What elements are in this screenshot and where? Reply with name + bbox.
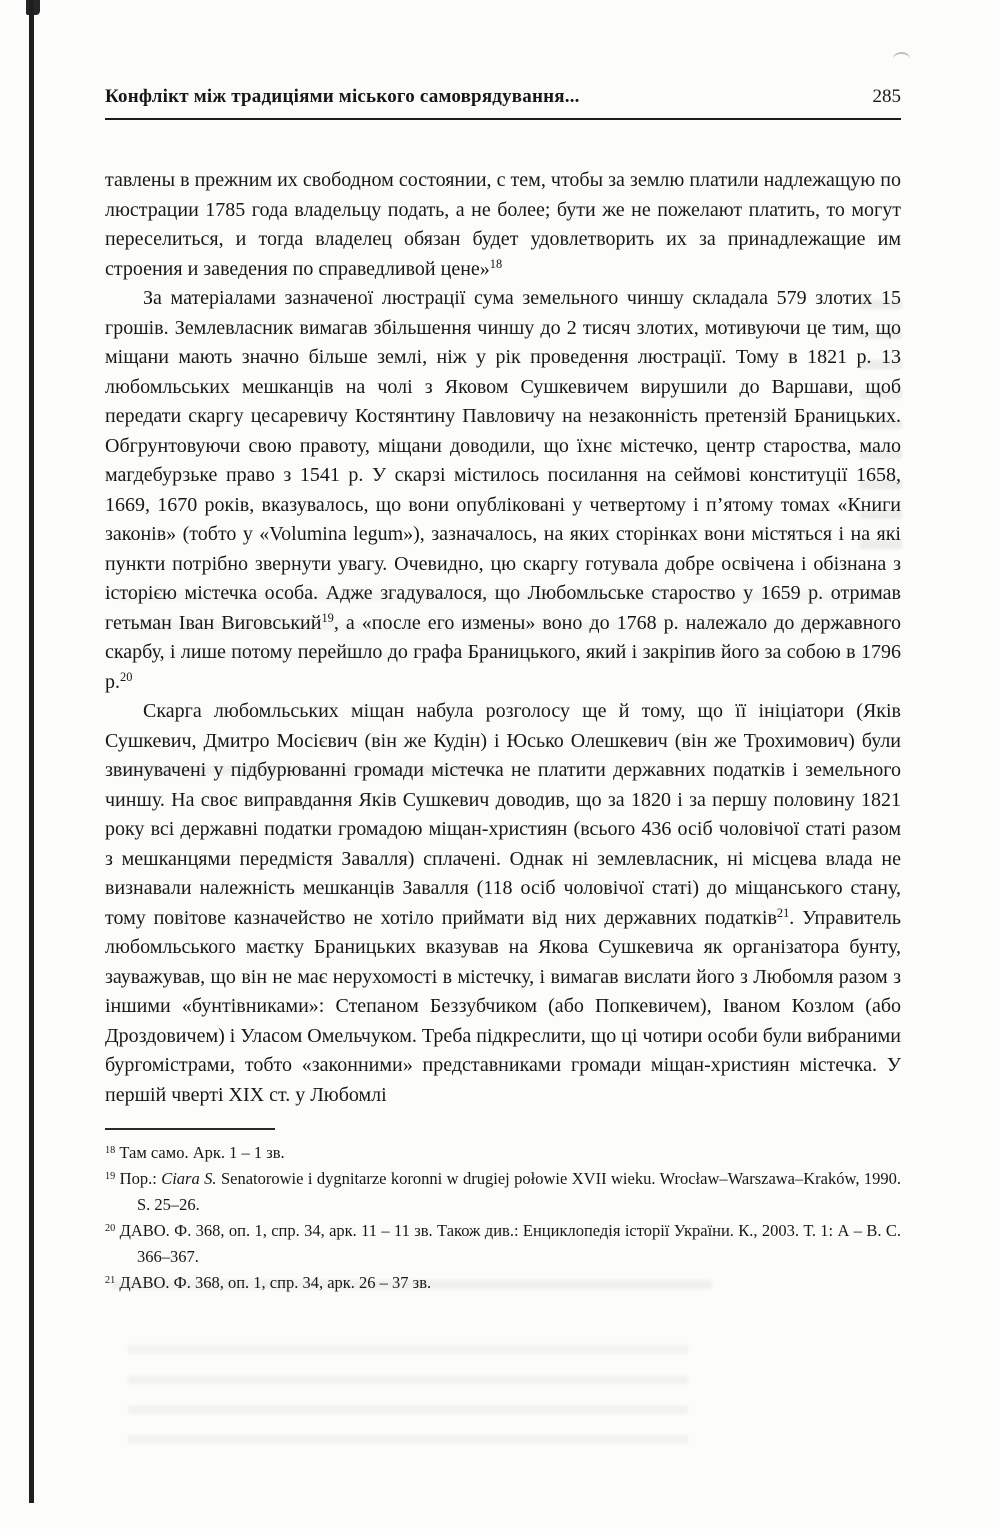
footnotes-list [105, 1140, 901, 1296]
footnote: $^{18}$ Там само. Арк. 1 – 1 зв. [105, 1143, 285, 1162]
paragraph: За матеріалами зазначеної люстрації сума земельного чиншу складала 579 злотих 15 грошів. Землевласник вимагав збільшення чиншу до 2 тисяч злотих, мотивуючи це тим, що міщани мають значно більше землі, ніж у рік проведення люстрації. Тому в 1821 р. 13 любомльських мешканців на чолі з Яковом Сушкевичем вирушили до Варшави, щоб передати скаргу цесаревичу Костянтину Павловичу на незаконність претензій Браницьких. Обгрунтовуючи свою правоту, міщани доводили, що їхнє містечко, центр староства, мало магдебурзьке право з 1541 р. У скарзі містилось посилання на сеймові конституції 1658, 1669, 1670 років, вказувалось, що вони опубліковані у четвертому і п’ятому томах «Книги законів» (тобто у «Volumina legum»), зазначалось, на яких сторінках вони містяться і на які пункти потрібно звернути увагу. Очевидно, цю скаргу готувала добре освічена і обізнана з історією містечка особа. Адже згадувалося, що Любомльське староство у 1659 р. отримав гетьман Іван Виговський$^{19}$, а «после его измены» воно до 1768 р. належало до державного скарбу, і лише потому перейшло до графа Браницького, який і закріпив його за собою в 1796 р.$^{20}$ [105, 287, 901, 693]
footnote-ref: 18 [489, 257, 503, 272]
running-header [105, 86, 901, 120]
bleed-through-artifact [128, 1345, 688, 1463]
scan-edge-artifact [29, 0, 34, 1503]
footnote-number: 21 [105, 1274, 116, 1286]
footnote: $^{20}$ ДАВО. Ф. 368, оп. 1, спр. 34, арк. 11 – 11 зв. Також див.: Енциклопедія історії України. К., 2003. Т. 1: А – В. С. 366–367. [105, 1221, 901, 1266]
body-paragraphs [105, 166, 901, 1110]
footnote-number: 19 [105, 1170, 116, 1182]
footnote-ref: 20 [120, 670, 133, 685]
paragraph: Скарга любомльських міщан набула розголосу ще й тому, що її ініціатори (Яків Сушкевич, Дмитро Мосієвич (він же Кудін) і Юсько Олешкевич (він же Трохимович) були звинувачені у підбурюванні громади містечка не платити державних податків і земельного чиншу. На своє виправдання Яків Сушкевич доводив, що за 1820 і за першу половину 1821 року всі державні податки громадою міщан-християн (всього 436 осіб чоловічої статі разом з мешканцями передмістя Завалля) сплачені. Однак ні землевласник, ні місцева влада не визнавали належність мешканців Завалля (118 осіб чоловічої статі) до міщанського стану, тому повітове казначейство не хотіло приймати від них державних податків$^{21}$. Управитель любомльського маєтку Браницьких вказував на Якова Сушкевича як організатора бунту, зауважував, що він не має нерухомості в містечку, і вимагав вислати його з Любомля разом з іншими «бунтівниками»: Степаном Беззубчиком (або Попкевичем), Іваном Козлом (або Дроздовичем) і Уласом Омельчуком. Треба підкреслити, що ці чотири особи були вибраними бургомістрами, тобто «законними» представниками громади міщан-християн містечка. У першій чверті XIX ст. у Любомлі [105, 700, 901, 1106]
page-number: 285 [872, 86, 901, 107]
chapter-title: Конфлікт між традиціями міського самоврядування... [105, 86, 580, 107]
footnote-separator [105, 1128, 275, 1130]
footnote: $^{21}$ ДАВО. Ф. 368, оп. 1, спр. 34, арк. 26 – 37 зв. [105, 1273, 432, 1292]
scan-smudge-artifact [893, 52, 910, 59]
footnote-ref: 21 [776, 906, 790, 921]
text-block [105, 86, 901, 1296]
footnote-ref: 19 [321, 611, 334, 626]
italic-text: Ciara S. [161, 1169, 217, 1188]
footnote-number: 18 [105, 1144, 116, 1156]
paragraph: тавлены в прежним их свободном состоянии, с тем, чтобы за землю платили надлежащую по люстрации 1785 года владельцу подать, а не более; бути же не пожелают платить, то могут переселиться, и тогда владелец обязан будет удовлетворить их за принадлежащие им строения и заведения по справедливой цене»$^{18}$ [105, 169, 901, 280]
footnote-number: 20 [105, 1222, 116, 1234]
footnote: $^{19}$ Пор.: Ciara S. Senatorowie i dygnitarze koronni w drugiej połowie XVII wieku. Wrocław–Warszawa–Kraków, 1990. S. 25–26. [105, 1169, 902, 1214]
